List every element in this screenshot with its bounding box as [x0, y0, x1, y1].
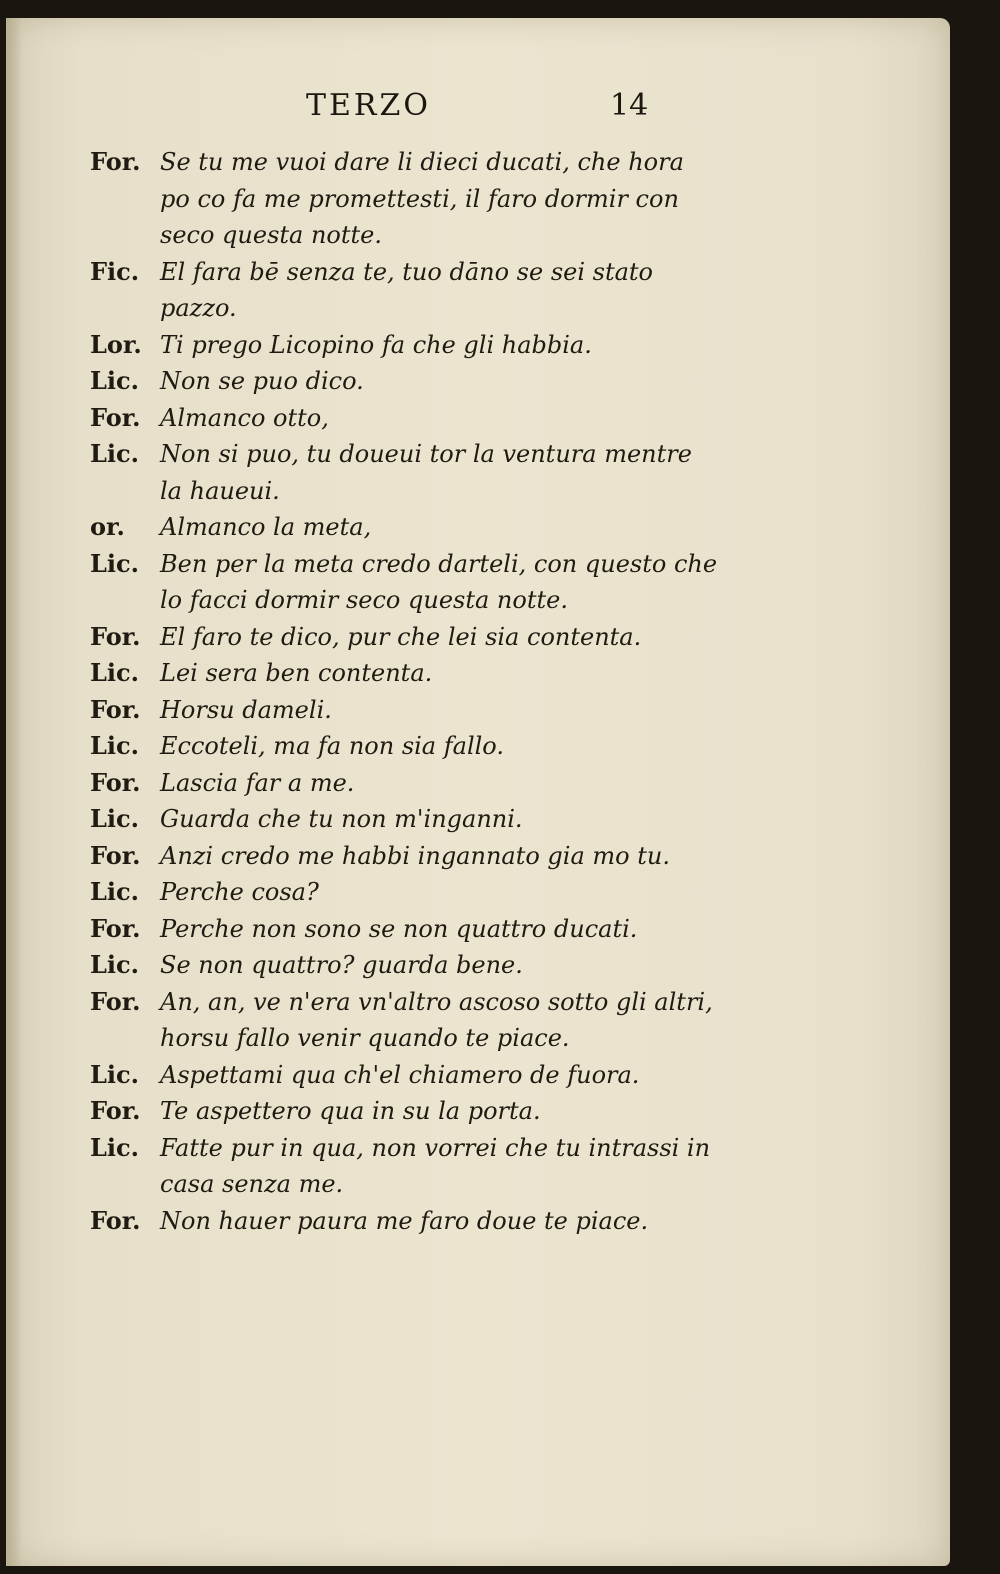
dialogue-line [90, 144, 710, 254]
dialogue-line [90, 874, 710, 911]
speaker-label: For. [90, 913, 141, 943]
speech-text: Se non quattro? guarda bene. [160, 951, 523, 979]
dialogue-line [90, 546, 718, 619]
book-page [6, 18, 950, 1566]
dialogue-line [90, 254, 710, 327]
speech-text: Aspettami qua ch'el chiamero de fuora. [160, 1060, 640, 1089]
dialogue-line [90, 400, 710, 437]
page-header [6, 88, 950, 128]
speech-text: Non si puo, tu doueui tor la ventura mentre la haueui. [160, 440, 692, 505]
dialogue-line [90, 1203, 710, 1240]
dialogue-line [90, 1057, 710, 1094]
dialogue-line [90, 728, 710, 765]
speech-text: Anzi credo me habbi ingannato gia mo tu. [160, 841, 670, 870]
running-title: TERZO [306, 88, 431, 123]
speaker-label: For. [90, 767, 141, 797]
dialogue-line [90, 911, 710, 948]
speaker-label: Fic. [90, 256, 140, 286]
speech-text: Ben per la meta credo darteli, con questo che lo facci dormir seco questa notte. [160, 549, 718, 614]
dialogue-line [90, 765, 710, 802]
speech-text: Guarda che tu non m'inganni. [160, 805, 523, 833]
speech-text: El faro te dico, pur che lei sia contenta. [160, 622, 642, 651]
speech-text: Eccoteli, ma fa non sia fallo. [160, 732, 504, 760]
speaker-label: For. [90, 621, 141, 651]
speech-text: Almanco otto, [160, 403, 329, 432]
speaker-label: Lic. [90, 1132, 139, 1162]
speaker-label: Lic. [90, 804, 139, 833]
dialogue-line [90, 1130, 710, 1203]
dialogue-line [90, 1093, 710, 1130]
speech-text: Non se puo dico. [160, 367, 364, 395]
speech-text: Perche non sono se non quattro ducati. [160, 914, 638, 943]
speech-text: Lei sera ben contenta. [160, 659, 433, 687]
speech-text: Almanco la meta, [160, 513, 372, 541]
dialogue-line [90, 509, 710, 546]
speaker-label: For. [90, 1096, 141, 1125]
dialogue-line [90, 801, 710, 838]
dialogue-line [90, 655, 710, 692]
page-edge-shadow [6, 18, 22, 1566]
speech-text: Horsu dameli. [160, 695, 332, 724]
speaker-label: For. [90, 1205, 141, 1235]
dialogue-text [90, 144, 718, 1239]
speech-text: Non hauer paura me faro doue te piace. [160, 1206, 649, 1235]
speaker-label: Lic. [90, 366, 139, 395]
speaker-label: or. [90, 512, 125, 541]
speech-text: El fara bē senza te, tuo dāno se sei stato pazzo. [160, 257, 654, 322]
speaker-label: For. [90, 402, 141, 432]
dialogue-line [90, 327, 710, 364]
dialogue-line [90, 984, 713, 1057]
speaker-label: Lic. [90, 439, 139, 468]
speaker-label: Lic. [90, 877, 139, 906]
speaker-label: Lic. [90, 731, 139, 760]
speaker-label: For. [90, 840, 141, 870]
dialogue-line [90, 619, 710, 656]
speaker-label: For. [90, 986, 141, 1016]
speaker-label: For. [90, 694, 141, 724]
speech-text: Te aspettero qua in su la porta. [160, 1097, 541, 1125]
dialogue-line [90, 363, 710, 400]
speech-text: An, an, ve n'era vn'altro ascoso sotto gli altri, horsu fallo venir quando te piace. [160, 987, 713, 1052]
speech-text: Perche cosa? [160, 878, 319, 906]
speaker-label: Lic. [90, 658, 139, 687]
dialogue-line [90, 838, 710, 875]
dialogue-line [90, 692, 710, 729]
speech-text: Ti prego Licopino fa che gli habbia. [160, 330, 592, 359]
page-number: 14 [610, 88, 649, 123]
speech-text: Se tu me vuoi dare li dieci ducati, che hora po co fa me promettesti, il faro dormir con seco questa notte. [160, 148, 684, 249]
speaker-label: Lic. [90, 548, 139, 578]
dialogue-line [90, 436, 710, 509]
speaker-label: Lic. [90, 1059, 139, 1089]
speaker-label: For. [90, 147, 141, 176]
speech-text: Fatte pur in qua, non vorrei che tu intrassi in casa senza me. [160, 1133, 711, 1198]
dialogue-line [90, 947, 710, 984]
speech-text: Lascia far a me. [160, 768, 355, 797]
speaker-label: Lic. [90, 950, 139, 979]
speaker-label: Lor. [90, 329, 142, 359]
